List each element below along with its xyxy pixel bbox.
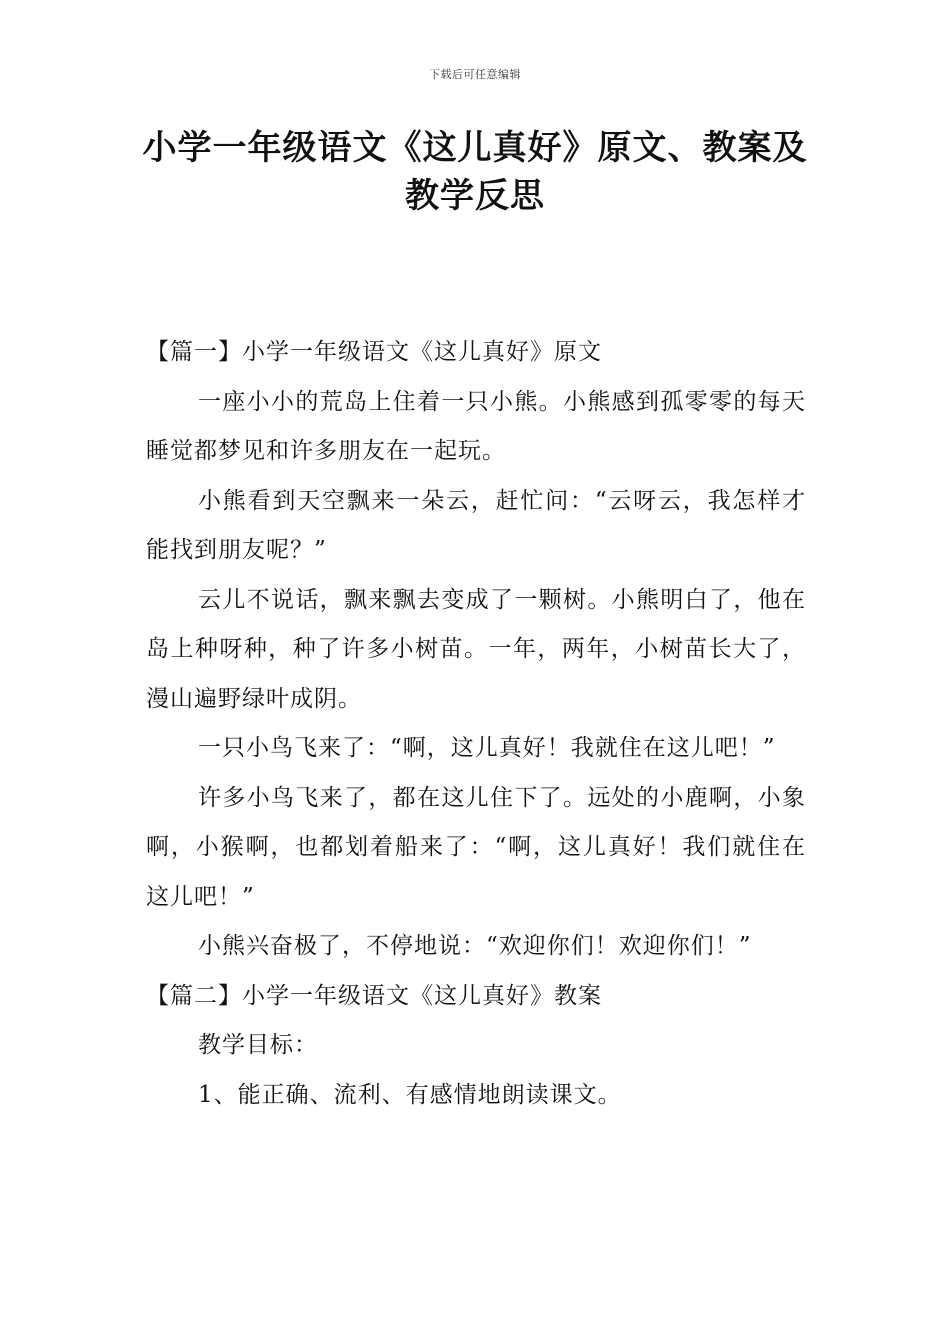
- header-note: 下载后可任意编辑: [429, 68, 521, 81]
- paragraph-5: 许多小鸟飞来了，都在这儿住下了。远处的小鹿啊，小象啊，小猴啊，也都划着船来了：“啊，这儿真好！我们就住在这儿吧！”: [146, 784, 806, 910]
- section-heading-1: 【篇一】小学一年级语文《这儿真好》原文: [146, 339, 602, 365]
- document-title: 小学一年级语文《这儿真好》原文、教案及教学反思: [142, 128, 808, 216]
- section-heading-2: 【篇二】小学一年级语文《这儿真好》教案: [146, 982, 602, 1009]
- paragraph-6: 小熊兴奋极了，不停地说：“欢迎你们！欢迎你们！”: [198, 933, 752, 959]
- teaching-goal-1: 1、能正确、流利、有感情地朗读课文。: [198, 1081, 622, 1108]
- paragraph-2: 小熊看到天空飘来一朵云，赶忙问：“云呀云，我怎样才能找到朋友呢？”: [146, 487, 806, 563]
- paragraph-3: 云儿不说话，飘来飘去变成了一颗树。小熊明白了，他在岛上种呀种，种了许多小树苗。一年，两年，小树苗长大了，漫山遍野绿叶成阴。: [146, 586, 806, 712]
- teaching-goals-label: 教学目标：: [198, 1032, 318, 1058]
- paragraph-1: 一座小小的荒岛上住着一只小熊。小熊感到孤零零的每天睡觉都梦见和许多朋友在一起玩。: [146, 388, 806, 464]
- document-body: [146, 328, 806, 1120]
- paragraph-4: 一只小鸟飞来了：“啊，这儿真好！我就住在这儿吧！”: [198, 735, 776, 761]
